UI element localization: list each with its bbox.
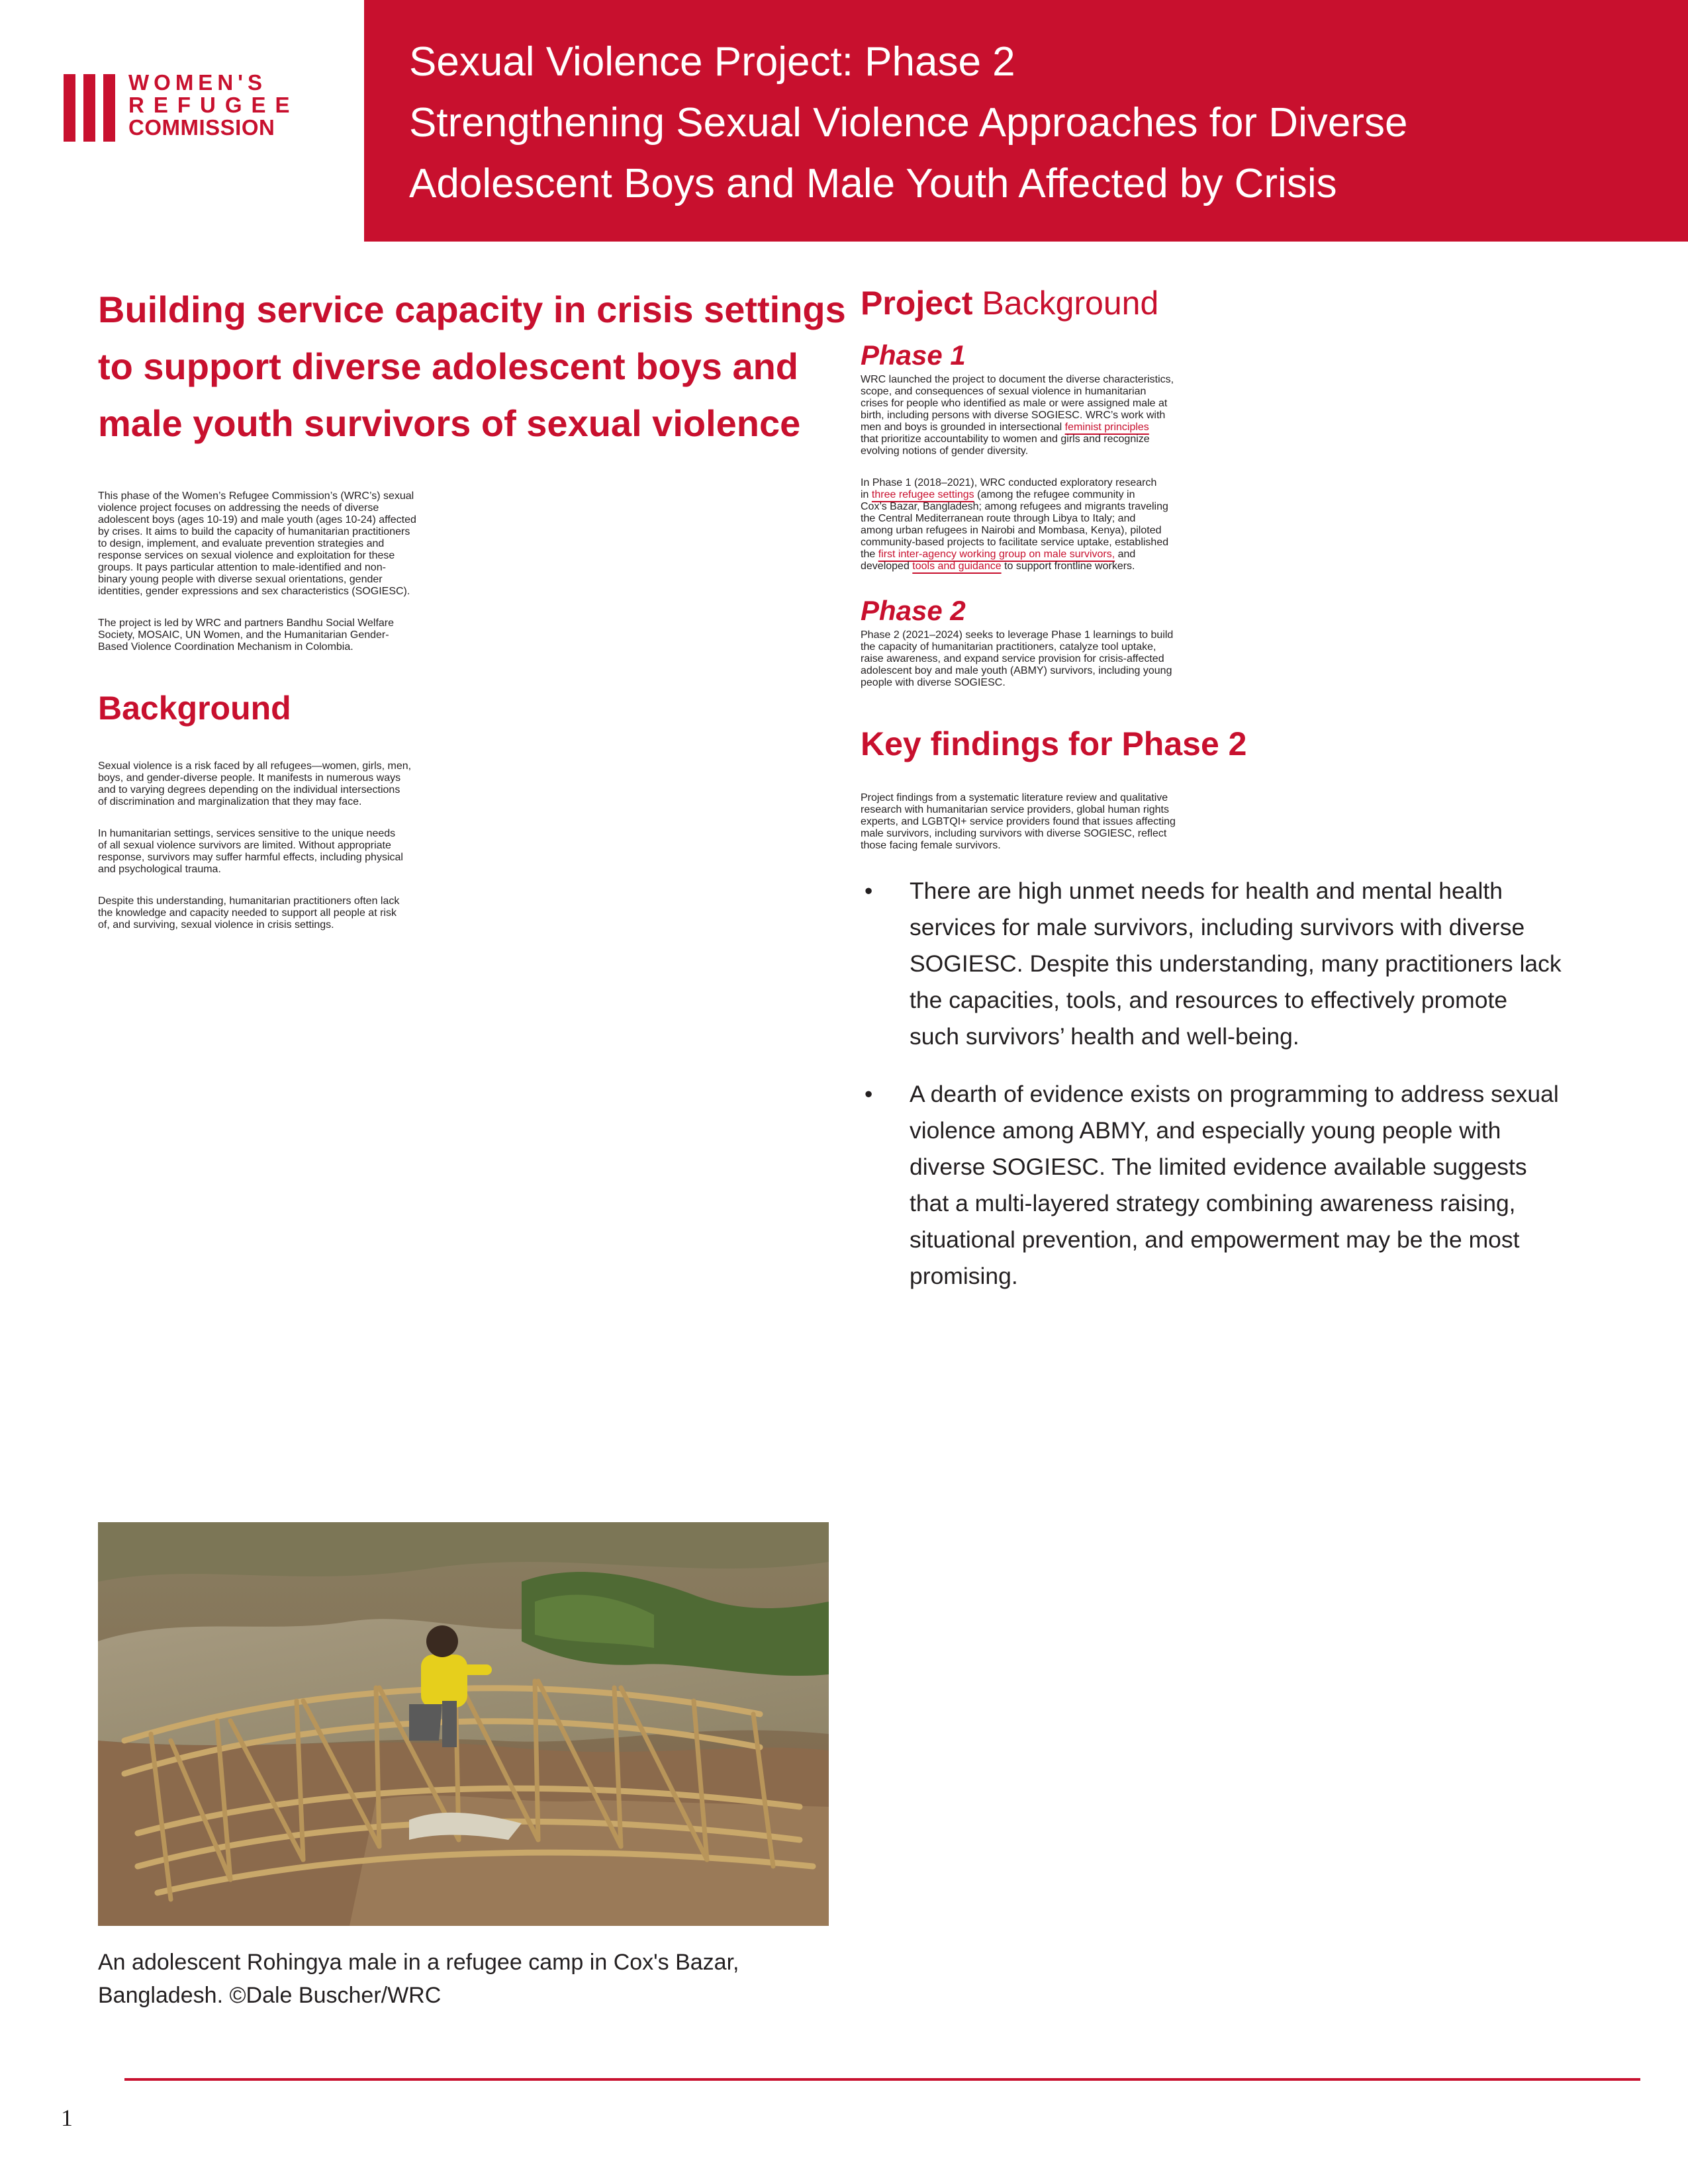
refugee-camp-photo	[98, 1522, 829, 1926]
text-line: services for male survivors, including survivors with diverse	[910, 914, 1525, 940]
text-line: by crises. It aims to build the capacity of humanitarian practitioners	[98, 526, 410, 537]
text-line: This phase of the Women’s Refugee Commission’s (WRC’s) sexual	[98, 490, 414, 502]
text-line: Cox’s Bazar, Bangladesh; among refugees and migrants traveling	[861, 501, 1168, 512]
text-line: adolescent boys (ages 10-19) and male youth (ages 10-24) affected	[98, 514, 416, 525]
text-line: male survivors, including survivors with diverse SOGIESC, reflect	[861, 828, 1167, 839]
text-span: the	[861, 549, 878, 560]
text-line: people with diverse SOGIESC.	[861, 677, 1006, 688]
caption-line: Bangladesh. ©Dale Buscher/WRC	[98, 1983, 442, 2008]
text-line: groups. It pays particular attention to male-identified and non-	[98, 562, 386, 573]
logo-line-1: WOMEN'S	[128, 70, 267, 95]
text-line	[861, 422, 1602, 433]
text-line: research with humanitarian service providers, global human rights	[861, 804, 1169, 815]
lead-title-line: to support diverse adolescent boys and	[98, 345, 799, 387]
text-line: Society, MOSAIC, UN Women, and the Humanitarian Gender-	[98, 629, 389, 641]
text-line	[861, 561, 1602, 572]
project-background-rest: Background	[982, 285, 1159, 322]
text-line: that prioritize accountability to women and girls and recognize	[861, 433, 1150, 445]
three-refugee-settings-link[interactable]: three refugee settings	[871, 489, 974, 500]
text-line: that a multi-layered strategy combining awareness raising,	[910, 1190, 1516, 1216]
text-span: and	[1115, 549, 1136, 560]
text-span: (among the refugee community in	[974, 489, 1135, 500]
text-line: boys, and gender-diverse people. It manifests in numerous ways	[98, 772, 401, 784]
text-line: such survivors’ health and well-being.	[910, 1023, 1299, 1050]
lead-title	[98, 281, 846, 452]
text-line: There are high unmet needs for health and mental health	[910, 878, 1503, 904]
text-line: community-based projects to facilitate service uptake, established	[861, 537, 1169, 548]
project-background-heading	[861, 281, 1602, 325]
right-column	[861, 281, 1602, 1295]
text-line: and psychological trauma.	[98, 864, 221, 875]
header-title-line-1: Sexual Violence Project: Phase 2	[409, 39, 1015, 85]
text-line: SOGIESC. Despite this understanding, many practitioners lack	[910, 950, 1562, 977]
text-line: The project is led by WRC and partners Bandhu Social Welfare	[98, 617, 395, 629]
bullet-icon: •	[865, 878, 873, 904]
text-line: of, and surviving, sexual violence in crisis settings.	[98, 919, 334, 931]
text-line	[861, 549, 1602, 561]
text-line: identities, gender expressions and sex characteristics (SOGIESC).	[98, 586, 410, 597]
caption-line: An adolescent Rohingya male in a refugee camp in Cox's Bazar,	[98, 1950, 739, 1975]
feminist-principles-link[interactable]: feminist principles	[1064, 422, 1149, 433]
logo-bars-icon	[64, 74, 119, 142]
text-line: those facing female survivors.	[861, 840, 1001, 851]
list-item	[861, 1076, 1602, 1295]
text-line: In humanitarian settings, services sensitive to the unique needs	[98, 828, 396, 839]
lead-title-line: male youth survivors of sexual violence	[98, 402, 801, 444]
lead-title-line: Building service capacity in crisis settings	[98, 289, 846, 330]
text-line: the capacities, tools, and resources to effectively promote	[910, 987, 1508, 1013]
text-line: scope, and consequences of sexual violence in humanitarian	[861, 386, 1147, 397]
project-background-bold: Project	[861, 285, 973, 322]
text-line: evolving notions of gender diversity.	[861, 445, 1029, 457]
text-line: of discrimination and marginalization that they may face.	[98, 796, 362, 807]
key-findings-list	[861, 873, 1602, 1295]
text-line: among urban refugees in Nairobi and Mombasa, Kenya), piloted	[861, 525, 1162, 536]
text-span: men and boys is grounded in intersectional	[861, 422, 1065, 433]
wrc-logo	[64, 64, 308, 150]
text-line: of all sexual violence survivors are limited. Without appropriate	[98, 840, 391, 851]
photo-illustration	[98, 1522, 829, 1926]
text-line: raise awareness, and expand service provision for crisis-affected	[861, 653, 1164, 664]
text-line: adolescent boy and male youth (ABMY) survivors, including young	[861, 665, 1172, 676]
page-number: 1	[61, 2105, 73, 2131]
text-line: response services on sexual violence and exploitation for these	[98, 550, 395, 561]
text-line: crises for people who identified as male or were assigned male at	[861, 398, 1168, 409]
list-item	[861, 873, 1602, 1055]
text-line: Despite this understanding, humanitarian practitioners often lack	[98, 895, 400, 907]
text-line: WRC launched the project to document the diverse characteristics,	[861, 374, 1174, 385]
bullet-icon: •	[865, 1081, 873, 1107]
text-span: in	[861, 489, 872, 500]
footer-divider	[124, 2078, 1640, 2081]
header-band	[364, 0, 1688, 242]
text-line: violence among ABMY, and especially young people with	[910, 1117, 1501, 1144]
text-span: developed	[861, 561, 913, 572]
left-column	[98, 281, 846, 942]
text-line: diverse SOGIESC. The limited evidence available suggests	[910, 1154, 1527, 1180]
header-title-line-3: Adolescent Boys and Male Youth Affected by Crisis	[409, 161, 1337, 206]
tools-and-guidance-link[interactable]: tools and guidance	[912, 561, 1002, 572]
logo-line-2: REFUGEE	[128, 93, 299, 117]
text-line: promising.	[910, 1263, 1018, 1289]
key-findings-heading: Key findings for Phase 2	[861, 725, 1247, 762]
text-line: the capacity of humanitarian practitioners, catalyze tool uptake,	[861, 641, 1156, 653]
text-line: A dearth of evidence exists on programming to address sexual	[910, 1081, 1559, 1107]
text-line: Sexual violence is a risk faced by all refugees—women, girls, men,	[98, 760, 412, 772]
text-line	[861, 489, 1602, 501]
text-line: experts, and LGBTQI+ service providers found that issues affecting	[861, 816, 1176, 827]
text-line: violence project focuses on addressing the needs of diverse	[98, 502, 379, 514]
text-line: and to varying degrees depending on the individual intersections	[98, 784, 400, 796]
header-title-line-2: Strengthening Sexual Violence Approaches for Diverse	[409, 100, 1408, 146]
logo-wordmark	[128, 71, 314, 139]
inter-agency-working-group-link[interactable]: first inter-agency working group on male survivors,	[878, 549, 1115, 560]
text-line: birth, including persons with diverse SOGIESC. WRC’s work with	[861, 410, 1166, 421]
text-line: binary young people with diverse sexual orientations, gender	[98, 574, 383, 585]
phase-1-heading: Phase 1	[861, 340, 966, 371]
photo-caption	[98, 1946, 833, 2012]
text-line: Project findings from a systematic literature review and qualitative	[861, 792, 1168, 803]
text-line: Phase 2 (2021–2024) seeks to leverage Phase 1 learnings to build	[861, 629, 1174, 641]
text-line: Based Violence Coordination Mechanism in Colombia.	[98, 641, 353, 653]
logo-line-3: COMMISSION	[128, 115, 275, 140]
text-line: situational prevention, and empowerment may be the most	[910, 1226, 1520, 1253]
text-line: the knowledge and capacity needed to support all people at risk	[98, 907, 397, 919]
text-line: In Phase 1 (2018–2021), WRC conducted exploratory research	[861, 477, 1157, 488]
text-line: response, survivors may suffer harmful effects, including physical	[98, 852, 403, 863]
text-span: to support frontline workers.	[1001, 561, 1135, 572]
text-line: the Central Mediterranean route through Libya to Italy; and	[861, 513, 1136, 524]
background-heading: Background	[98, 690, 291, 727]
text-line: to design, implement, and evaluate prevention strategies and	[98, 538, 385, 549]
phase-2-heading: Phase 2	[861, 595, 966, 626]
